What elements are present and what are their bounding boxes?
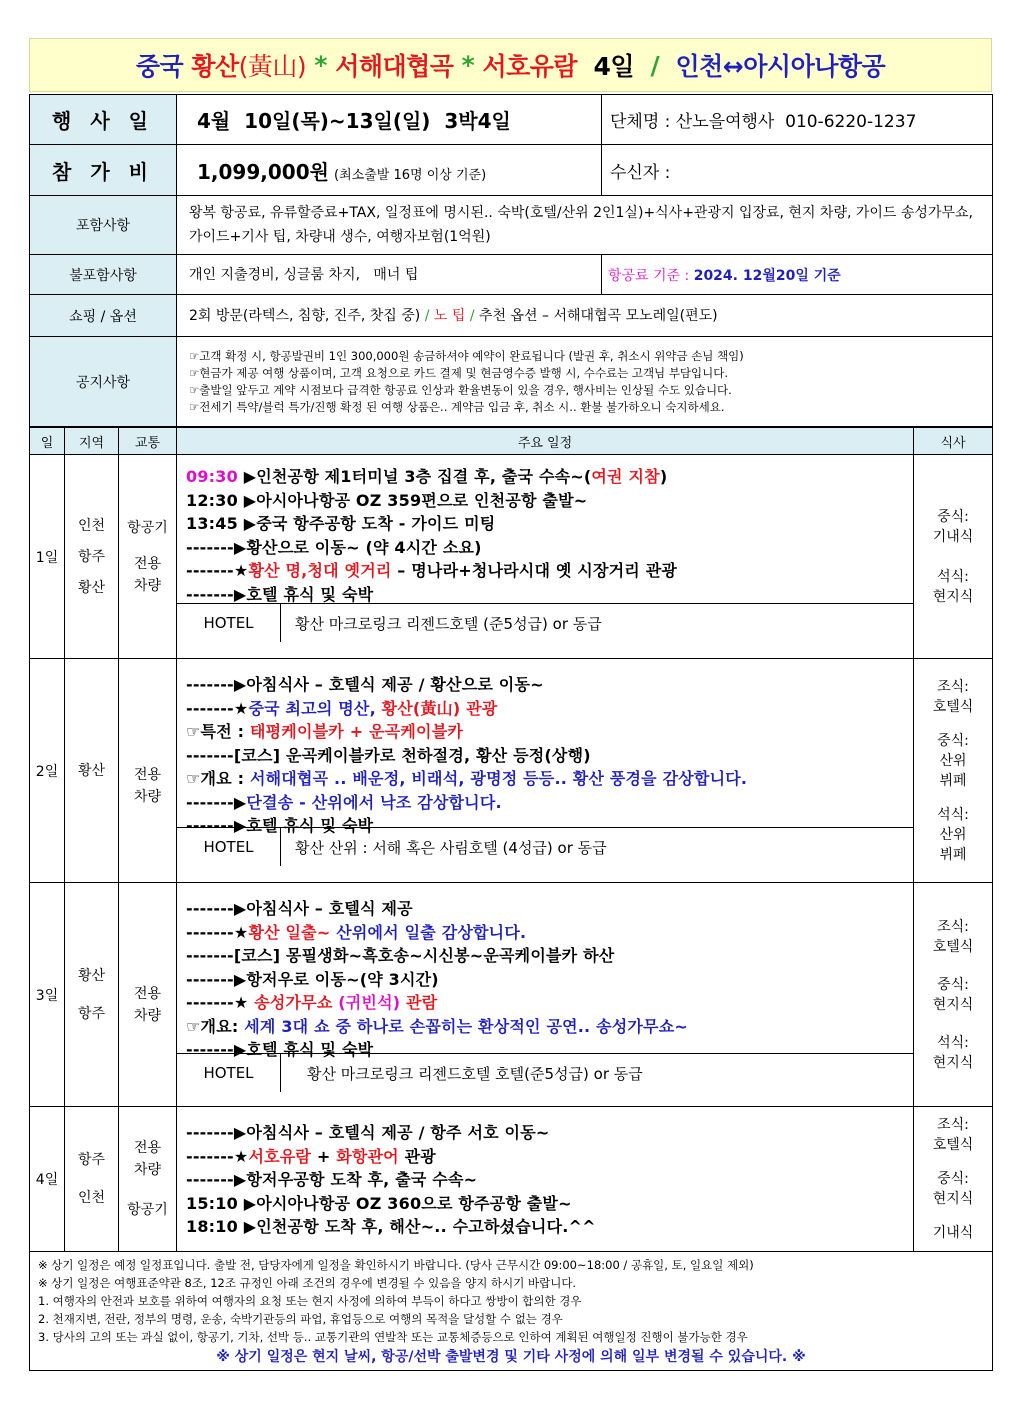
page-title xyxy=(29,38,992,92)
schedule-line: 15:10 ▶아시아나항공 OZ 360으로 항주공항 출발~ xyxy=(186,1193,572,1213)
shop-label: 쇼핑 / 옵션 xyxy=(30,295,177,337)
day-transport xyxy=(119,1107,177,1252)
title-days: 4일 xyxy=(593,52,635,81)
notice-item: ☞전세기 특약/블럭 특가/진행 확정 된 여행 상품은.. 계약금 입금 후, 취소 시.. 환불 불가하오니 숙지하세요. xyxy=(189,399,725,414)
info-table xyxy=(29,94,993,427)
day-schedule xyxy=(177,455,914,659)
schedule-line: -------▶아침식사 – 호텔식 제공 / 황산으로 이동~ xyxy=(186,675,544,694)
schedule-line: -------[코스] 몽필생화~흑호송~시신봉~운곡케이블카 하산 xyxy=(186,946,615,965)
price-cell xyxy=(177,145,602,196)
header-main: 주요 일정 xyxy=(177,428,914,455)
region-item: 항주 xyxy=(77,1005,106,1022)
schedule-line: ☞개요 : 서해대협곡 .. 배운정, 비래석, 광명정 등등.. 황산 풍경을 감상합니다. xyxy=(186,769,748,788)
notice-list xyxy=(177,337,993,427)
shop-slash: / xyxy=(469,307,475,324)
schedule-line: -------▶항저우로 이동~(약 3시간) xyxy=(186,969,439,989)
receiver: 수신자 : xyxy=(602,145,993,196)
title-canyon: 서해대협곡 xyxy=(335,52,454,81)
schedule-line: -------▶호텔 휴식 및 숙박 xyxy=(186,1040,374,1059)
day-region xyxy=(65,659,119,883)
transport-item: 차량 xyxy=(133,1007,162,1024)
day-meals: 중식: 기내식 석식: 현지식 xyxy=(914,455,993,659)
day-meals: 조식: 호텔식 중식: 산위 뷔페 석식: 산위 뷔페 xyxy=(914,659,993,883)
schedule-line: -------▶아침식사 – 호텔식 제공 / 항주 서호 이동~ xyxy=(186,1123,550,1142)
day-region xyxy=(65,1107,119,1252)
day-schedule xyxy=(177,659,914,883)
day-schedule xyxy=(177,1107,914,1252)
shop-visits: 2회 방문(라텍스, 침향, 진주, 찻집 중) xyxy=(189,307,421,324)
day-schedule xyxy=(177,883,914,1107)
schedule-line: -------▶황산으로 이동~ (약 4시간 소요) xyxy=(186,537,482,557)
hotel-row xyxy=(177,1053,913,1092)
transport-item: 항공기 xyxy=(127,1202,168,1218)
shop-option: 추천 옵션 – 서해대협곡 모노레일(편도) xyxy=(479,307,718,324)
schedule-line: ☞개요: 세계 3대 쇼 중 하나로 손꼽히는 환상적인 공연.. 송성가무쇼~ xyxy=(186,1016,688,1036)
price-label: 참 가 비 xyxy=(30,145,177,196)
day-row xyxy=(30,455,993,659)
exclude-value: 개인 지출경비, 싱글룸 차지, 매너 팁 xyxy=(177,255,602,295)
schedule-line: ☞특전 : 태평케이블카 + 운곡케이블카 xyxy=(186,722,464,741)
header-day: 일 xyxy=(30,428,65,455)
footer-row xyxy=(30,1252,993,1371)
price-note: (최소출발 16명 이상 기준) xyxy=(334,167,487,183)
schedule-line: 12:30 ▶아시아나항공 OZ 359편으로 인천공항 출발~ xyxy=(186,490,588,510)
region-item: 황산 xyxy=(77,579,106,596)
schedule-line: -------▶아침식사 – 호텔식 제공 xyxy=(186,899,413,918)
price-value: 1,099,000원 xyxy=(197,159,329,184)
hotel-label: HOTEL xyxy=(177,828,281,866)
transport-item: 차량 xyxy=(133,788,162,805)
transport-item: 전용 xyxy=(133,766,162,783)
hotel-row xyxy=(177,603,913,642)
date-value: 4월 10일(목)~13일(일) 3박4일 xyxy=(177,95,602,145)
region-item: 인천 xyxy=(77,517,106,534)
schedule-line: -------▶항저우공항 도착 후, 출국 수속~ xyxy=(186,1170,478,1189)
day-number: 1일 xyxy=(30,455,65,659)
day-row xyxy=(30,1107,993,1252)
day-number: 3일 xyxy=(30,883,65,1107)
transport-item: 차량 xyxy=(133,577,162,594)
title-star: * xyxy=(461,50,475,80)
footer-line: ※ 상기 일정은 예정 일정표입니다. 출발 전, 담당자에게 일정을 확인하시기 바랍니다. (당사 근무시간 09:00~18:00 / 공휴일, 토, 일요일 제외) xyxy=(38,1258,754,1272)
day-transport xyxy=(119,455,177,659)
title-westlake: 서호유람 xyxy=(482,52,578,81)
region-item: 황산 xyxy=(77,967,106,984)
footer-line: ※ 상기 일정은 여행표준약관 8조, 12조 규정인 아래 조건의 경우에 변경될 수 있음을 양지 하시기 바랍니다. xyxy=(38,1276,577,1290)
day-number: 4일 xyxy=(30,1107,65,1252)
schedule-line: -------▶단결송 - 산위에서 낙조 감상합니다. xyxy=(186,792,502,812)
hotel-name: 황산 마크로링크 리젠드호텔 (준5성급) or 동급 xyxy=(295,614,602,633)
hotel-name: 황산 산위 : 서해 혹은 사림호텔 (4성급) or 동급 xyxy=(295,838,607,857)
schedule-table xyxy=(29,427,993,1371)
hotel-label: HOTEL xyxy=(177,1054,281,1092)
notice-item: ☞출발일 앞두고 계약 시점보다 급격한 항공료 인상과 환율변동이 있을 경우, 행사비는 인상될 수도 있습니다. xyxy=(189,382,732,397)
day-meals: 조식: 호텔식 중식: 현지식 기내식 xyxy=(914,1107,993,1252)
day-region xyxy=(65,883,119,1107)
transport-item: 항공기 xyxy=(127,519,168,536)
region-item: 황산 xyxy=(77,762,106,779)
schedule-line: -------▶호텔 휴식 및 숙박 xyxy=(186,584,374,604)
title-slash: / xyxy=(650,50,660,80)
schedule-line: -------[코스] 운곡케이블카로 천하절경, 황산 등정(상행) xyxy=(186,745,591,765)
footer-line: 3. 당사의 고의 또는 과실 없이, 항공기, 기차, 선박 등.. 교통기관의 연발착 또는 교통체증등으로 인하여 계획된 여행일정 진행이 불가능한 경우 xyxy=(38,1330,748,1344)
notice-label: 공지사항 xyxy=(30,337,177,427)
footer-line: 2. 천재지변, 전란, 정부의 명령, 운송, 숙박기관등의 파업, 휴업등으로 여행의 목적을 달성할 수 없는 경우 xyxy=(38,1312,563,1326)
transport-item: 전용 xyxy=(133,985,162,1002)
include-value: 왕복 항공료, 유류할증료+TAX, 일정표에 명시된.. 숙박(호텔/산위 2인1실)+식사+관광지 입장료, 현지 차량, 가이드 송성가무쇼, 가이드+기사 팁, 차량내 생수, 여행자보험(1억원) xyxy=(177,196,993,255)
title-country: 중국 xyxy=(135,52,184,81)
airfare-basis xyxy=(602,255,993,295)
title-star: * xyxy=(314,50,327,80)
footer-line: 1. 여행자의 안전과 보호를 위하여 여행자의 요청 또는 현지 사정에 의하여 부득이 하다고 쌍방이 합의한 경우 xyxy=(38,1294,582,1308)
notice-item: ☞현금가 제공 여행 상품이며, 고객 요청으로 카드 결제 및 현금영수증 발행 시, 수수료는 고객님 부담입니다. xyxy=(189,365,729,380)
title-hanja: (黃山) xyxy=(238,52,307,81)
include-label: 포함사항 xyxy=(30,196,177,255)
schedule-line: -------★중국 최고의 명산, 황산(黃山) 관광 xyxy=(186,698,498,718)
notice-item: ☞고객 확정 시, 항공발권비 1인 300,000원 송금하셔야 예약이 완료됩니다 (발권 후, 취소시 위약금 손님 책임) xyxy=(189,348,744,363)
day-meals: 조식: 호텔식 중식: 현지식 석식: 현지식 xyxy=(914,883,993,1107)
date-label: 행 사 일 xyxy=(30,95,177,145)
schedule-line: -------★서호유람 + 화항관어 관광 xyxy=(186,1146,436,1166)
header-region: 지역 xyxy=(65,428,119,455)
day-transport xyxy=(119,659,177,883)
schedule-line: -------▶호텔 휴식 및 숙박 xyxy=(186,816,374,835)
region-item: 인천 xyxy=(77,1190,106,1206)
schedule-line: -------★황산 명,청대 옛거리 – 명나라+청나라시대 옛 시장거리 관광 xyxy=(186,561,678,580)
header-transport: 교통 xyxy=(119,428,177,455)
schedule-line: 09:30 ▶인천공항 제1터미널 3층 집결 후, 출국 수속~(여권 지참) xyxy=(186,467,668,486)
header-meal: 식사 xyxy=(914,428,993,455)
shop-slash: / xyxy=(424,307,430,324)
schedule-line: 13:45 ▶중국 항주공항 도착 - 가이드 미팅 xyxy=(186,514,496,533)
schedule-line: -------★ 송성가무쇼 (귀빈석) 관람 xyxy=(186,993,438,1012)
transport-item: 차량 xyxy=(133,1162,162,1178)
day-transport xyxy=(119,883,177,1107)
transport-item: 전용 xyxy=(133,1140,162,1156)
transport-item: 전용 xyxy=(133,555,162,572)
footer-notes xyxy=(30,1252,993,1371)
hotel-name: 황산 마크로링크 리젠드호텔 호텔(준5성급) or 동급 xyxy=(307,1064,643,1083)
shop-notip: 노 팁 xyxy=(433,307,466,324)
schedule-line: -------★황산 일출~ 산위에서 일출 감상합니다. xyxy=(186,922,527,942)
day-row xyxy=(30,883,993,1107)
day-number: 2일 xyxy=(30,659,65,883)
day-region xyxy=(65,455,119,659)
shop-value xyxy=(177,295,993,337)
airfare-value: 2024. 12월20일 기준 xyxy=(693,267,841,284)
hotel-row xyxy=(177,827,913,866)
hotel-label: HOTEL xyxy=(177,604,281,642)
day-row xyxy=(30,659,993,883)
airfare-label: 항공료 기준 : xyxy=(608,267,690,284)
title-airline: 인천↔아시아나항공 xyxy=(675,52,886,81)
footer-final: ※ 상기 일정은 현지 날씨, 항공/선박 출발변경 및 기타 사정에 의해 일부 변경될 수 있습니다. ※ xyxy=(216,1349,806,1365)
itinerary-page xyxy=(29,38,992,1371)
group-name: 단체명 : 산노을여행사 010-6220-1237 xyxy=(602,95,993,145)
title-huangshan: 황산 xyxy=(191,52,239,81)
exclude-label: 불포함사항 xyxy=(30,255,177,295)
schedule-line: 18:10 ▶인천공항 도착 후, 해산~.. 수고하셨습니다.^^ xyxy=(186,1217,596,1236)
region-item: 항주 xyxy=(77,548,106,565)
region-item: 항주 xyxy=(77,1152,106,1168)
